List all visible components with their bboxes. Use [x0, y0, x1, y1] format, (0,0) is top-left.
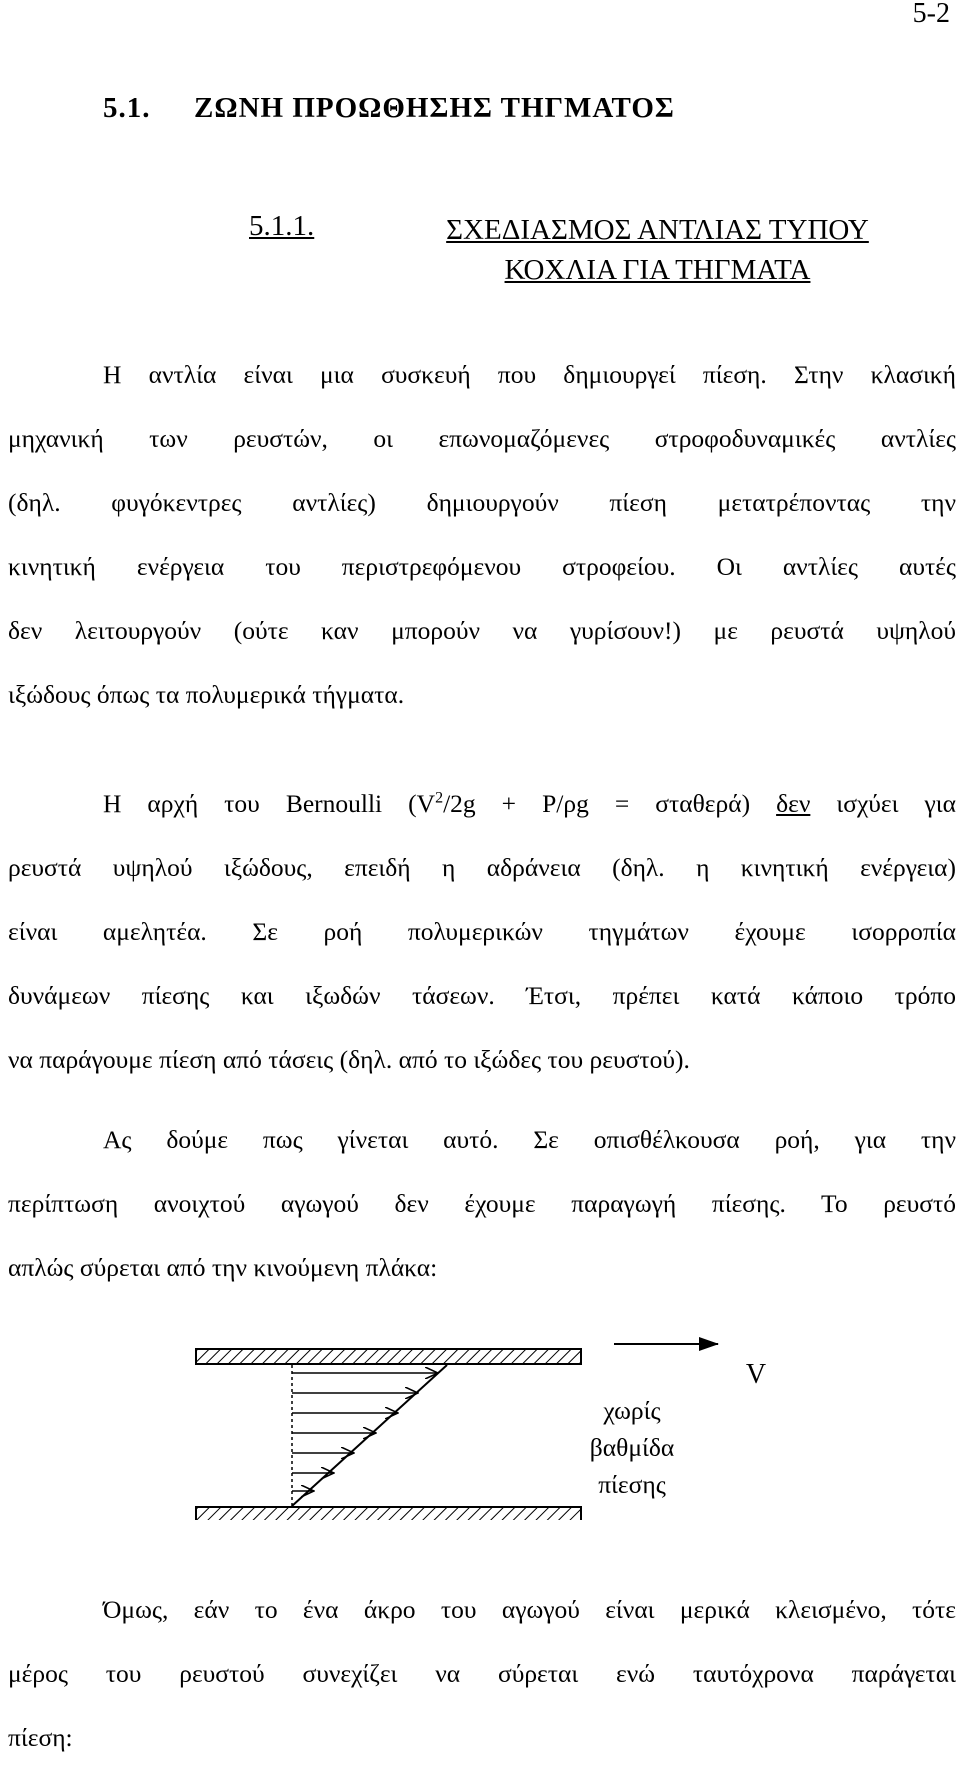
text-run: ισχύει για	[810, 789, 956, 818]
paragraph-line: (δηλ. φυγόκεντρες αντλίες) δημιουργούν πίεση μετατρέποντας την	[8, 488, 956, 517]
paragraph-line: περίπτωση ανοιχτού αγωγού δεν έχουμε παραγωγή πίεσης. Το ρευστό	[8, 1189, 956, 1218]
paragraph-line: Η αντλία είναι μια συσκευή που δημιουργεί πίεση. Στην κλασική	[103, 360, 956, 389]
text-run: Η αρχή του Bernoulli (V	[103, 789, 436, 818]
paragraph-pump-intro	[8, 343, 956, 727]
paragraph-line: Ας δούμε πως γίνεται αυτό. Σε οπισθέλκουσα ροή, για την	[103, 1125, 956, 1154]
paragraph-line: δυνάμεων πίεσης και ιξωδών τάσεων. Έτσι, πρέπει κατά κάποιο τρόπο	[8, 981, 956, 1010]
page-number: 5-2	[912, 0, 950, 29]
paragraph-line: μηχανική των ρευστών, οι επωνομαζόμενες στροφοδυναμικές αντλίες	[8, 424, 956, 453]
paragraph-line: είναι αμελητέα. Σε ροή πολυμερικών τηγμάτων έχουμε ισορροπία	[8, 917, 956, 946]
paragraph-line: απλώς σύρεται από την κινούμενη πλάκα:	[8, 1253, 438, 1282]
plate-velocity-label: V	[745, 1359, 767, 1390]
moving-plate	[196, 1349, 581, 1364]
paragraph-line	[8, 772, 956, 836]
superscript: 2	[435, 789, 444, 807]
section-title: ΖΩΝΗ ΠΡΟΩΘΗΣΗΣ ΤΗΓΜΑΤΟΣ	[194, 92, 675, 124]
note-line: βαθμίδα	[589, 1433, 675, 1462]
stationary-plate	[196, 1507, 581, 1520]
subsection-title	[380, 210, 935, 290]
drag-flow-figure	[0, 1320, 960, 1520]
subsection-title-line2: ΚΟΧΛΙΑ ΓΙΑ ΤΗΓΜΑΤΑ	[504, 254, 811, 286]
paragraph-bernoulli	[8, 772, 956, 1092]
subsection-number: 5.1.1.	[249, 210, 315, 242]
subsection-title-line1: ΣΧΕΔΙΑΣΜΟΣ ΑΝΤΛΙΑΣ ΤΥΠΟΥ	[446, 214, 869, 246]
paragraph-line: κινητική ενέργεια του περιστρεφόμενου στροφείου. Οι αντλίες αυτές	[8, 552, 956, 581]
paragraph-partially-closed	[8, 1578, 956, 1770]
paragraph-line: μέρος του ρευστού συνεχίζει να σύρεται ενώ ταυτόχρονα παράγεται	[8, 1659, 956, 1688]
underlined-word: δεν	[776, 789, 811, 818]
section-number: 5.1.	[103, 92, 151, 124]
text-run: /2g + P/ρg = σταθερά)	[443, 789, 777, 818]
paragraph-line: Όμως, εάν το ένα άκρο του αγωγού είναι μερικά κλεισμένο, τότε	[103, 1595, 956, 1624]
paragraph-line: ρευστά υψηλού ιξώδους, επειδή η αδράνεια (δηλ. η κινητική ενέργεια)	[8, 853, 956, 882]
paragraph-line: πίεση:	[8, 1723, 73, 1752]
paragraph-drag-flow	[8, 1108, 956, 1300]
no-pressure-gradient-note	[567, 1392, 697, 1503]
section-heading	[103, 92, 675, 125]
paragraph-line: ιξώδους όπως τα πολυμερικά τήγματα.	[8, 680, 405, 709]
velocity-profile-line	[292, 1365, 447, 1506]
paragraph-line: να παράγουμε πίεση από τάσεις (δηλ. από το ιξώδες του ρευστού).	[8, 1045, 690, 1074]
note-line: χωρίς	[603, 1396, 661, 1425]
paragraph-line: δεν λειτουργούν (ούτε καν μπορούν να γυρίσουν!) με ρευστά υψηλού	[8, 616, 956, 645]
note-line: πίεσης	[598, 1470, 666, 1499]
